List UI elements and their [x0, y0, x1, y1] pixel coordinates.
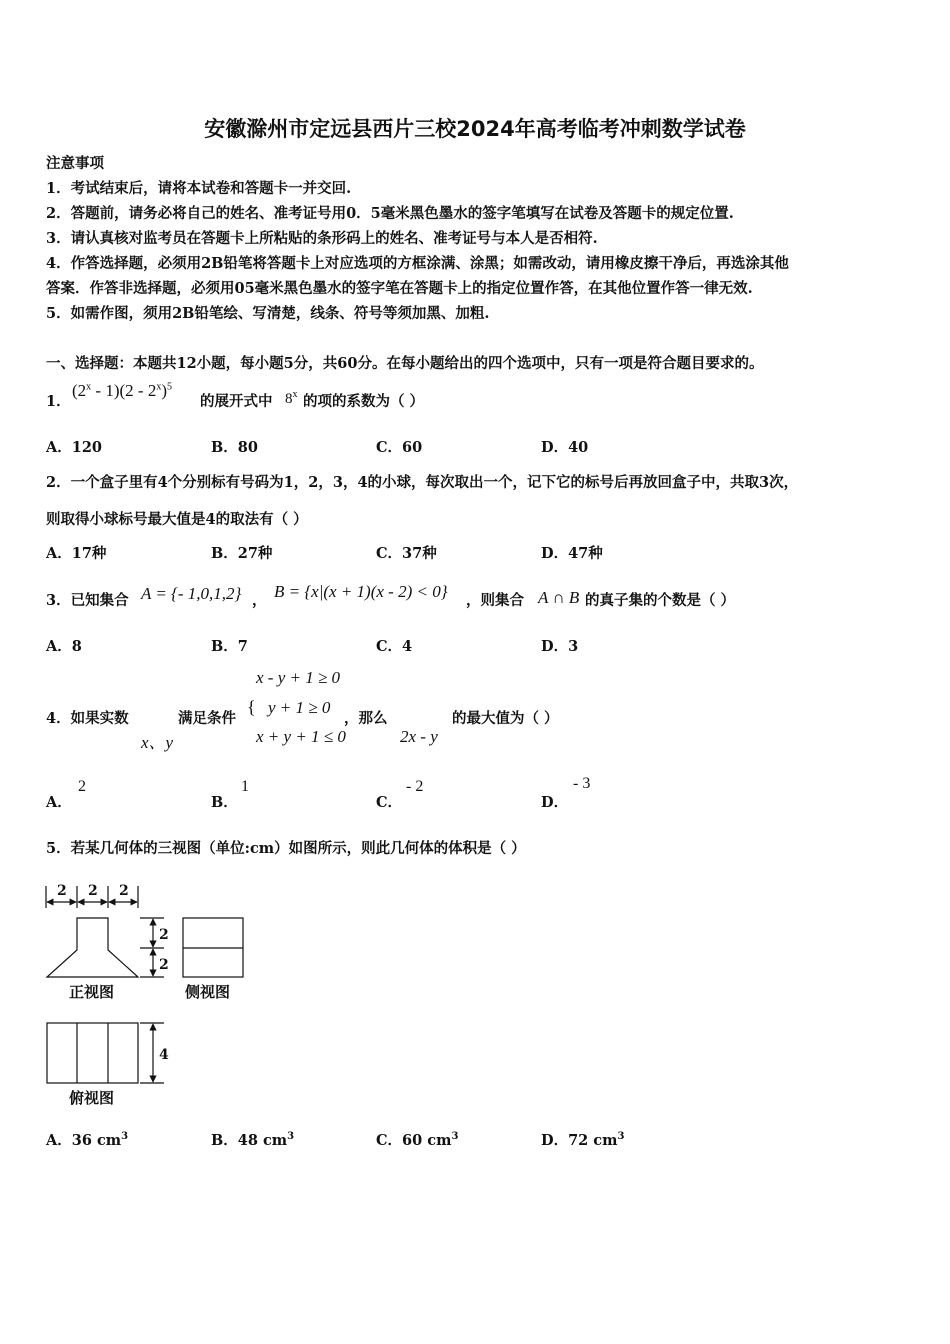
- q3-option-d[interactable]: D．3: [541, 638, 579, 655]
- q1-number: 1．: [46, 393, 71, 410]
- q3-option-b[interactable]: B．7: [211, 638, 248, 655]
- notice-item: 答案．作答非选择题，必须用05毫米黑色墨水的签字笔在答题卡上的指定位置作答，在其他位置作答一律无效.: [46, 280, 753, 297]
- q5-option-a[interactable]: A．36 $cm^3$: [46, 1131, 129, 1149]
- q4-option-a-value: 2: [78, 778, 86, 795]
- q3-set-b: B = {x|(x + 1)(x - 2) < 0}: [274, 582, 448, 601]
- q4-option-b-label[interactable]: B．: [211, 794, 238, 811]
- notice-item: 4．作答选择题，必须用2B铅笔将答题卡上对应选项的方框涂满、涂黑；如需改动，请用橡皮擦干净后，再选涂其他: [46, 255, 789, 272]
- q5-option-d[interactable]: D．72 $cm^3$: [541, 1131, 625, 1149]
- q4-condition-1: x - y + 1 ≥ 0: [256, 668, 341, 687]
- dim-side: 4: [159, 1047, 169, 1063]
- q3-text1: 3．已知集合: [46, 592, 129, 609]
- q5-option-c[interactable]: C．60 $cm^3$: [376, 1131, 459, 1149]
- q1-option-b[interactable]: B．80: [211, 439, 258, 456]
- q2-line1: 2．一个盒子里有4个分别标有号码为1，2，3，4的小球，每次取出一个，记下它的标号后再放回盒子中，共取3次，: [46, 474, 799, 491]
- q4-option-c-label[interactable]: C．: [376, 794, 403, 811]
- label-side-view: 侧视图: [185, 983, 231, 1001]
- notice-item: 2．答题前，请务必将自己的姓名、准考证号用0．5毫米黑色墨水的签字笔填写在试卷及答题卡的规定位置.: [46, 205, 734, 222]
- q3-intersection: A ∩ B: [538, 588, 580, 607]
- q2-line2: 则取得小球标号最大值是4的取法有（ ）: [46, 511, 308, 528]
- q3-set-a: A = {- 1,0,1,2}: [141, 584, 242, 603]
- q1-expression: (2$^x$ - 1)(2 - 2$^x$)$^5$: [72, 381, 172, 400]
- q2-option-a[interactable]: A．17种: [46, 545, 107, 562]
- q3-text3: 的真子集的个数是（ ）: [585, 592, 736, 609]
- label-top-view: 俯视图: [69, 1089, 115, 1107]
- q2-option-d[interactable]: D．47种: [541, 545, 603, 562]
- q2-option-b[interactable]: B．27种: [211, 545, 273, 562]
- q4-option-c-value: - 2: [406, 778, 424, 795]
- dim-top-3: 2: [119, 883, 129, 899]
- q4-option-a-label[interactable]: A．: [46, 794, 72, 811]
- q3-option-c[interactable]: C．4: [376, 638, 413, 655]
- q1-option-a[interactable]: A．120: [46, 439, 103, 456]
- three-view-figure: [40, 878, 260, 1113]
- section-title: 一、选择题：本题共12小题，每小题5分，共60分。在每小题给出的四个选项中，只有一项是符合题目要求的。: [46, 355, 764, 372]
- notice-item: 5．如需作图，须用2B铅笔绘、写清楚，线条、符号等须加黑、加粗.: [46, 305, 490, 322]
- q4-brace: {: [247, 697, 256, 717]
- page-title: 安徽滁州市定远县西片三校2024年高考临考冲刺数学试卷: [204, 117, 746, 141]
- q4-text1: 4．如果实数: [46, 710, 129, 727]
- notice-item: 1．考试结束后，请将本试卷和答题卡一并交回.: [46, 180, 352, 197]
- q4-option-b-value: 1: [241, 778, 249, 795]
- label-front-view: 正视图: [69, 983, 115, 1001]
- q4-target: 2x - y: [400, 727, 438, 746]
- q4-vars: x、y: [141, 733, 174, 752]
- q4-option-d-value: - 3: [573, 775, 591, 792]
- q4-text4: 的最大值为（ ）: [452, 710, 559, 727]
- notice-heading: 注意事项: [46, 155, 104, 172]
- q5-option-b[interactable]: B．48 $cm^3$: [211, 1131, 295, 1149]
- q5-text: 5．若某几何体的三视图（单位:cm）如图所示，则此几何体的体积是（ ）: [46, 840, 526, 857]
- q4-text3: ，那么: [344, 710, 388, 727]
- q1-option-c[interactable]: C．60: [376, 439, 423, 456]
- q2-option-c[interactable]: C．37种: [376, 545, 437, 562]
- notice-item: 3．请认真核对监考员在答题卡上所粘贴的条形码上的姓名、准考证号与本人是否相符.: [46, 230, 598, 247]
- q1-term: 8$^x$: [285, 389, 298, 407]
- q4-condition-3: x + y + 1 ≤ 0: [256, 727, 346, 746]
- q1-option-d[interactable]: D．40: [541, 439, 589, 456]
- q3-option-a[interactable]: A．8: [46, 638, 82, 655]
- dim-right-1: 2: [159, 927, 169, 943]
- q3-text2: ，则集合: [466, 592, 524, 609]
- q3-comma: ，: [252, 592, 267, 609]
- q1-text2: 的项的系数为（ ）: [303, 393, 425, 410]
- dim-top-2: 2: [88, 883, 98, 899]
- dim-right-2: 2: [159, 957, 169, 973]
- q4-condition-2: y + 1 ≥ 0: [268, 698, 331, 717]
- q4-text2: 满足条件: [178, 710, 236, 727]
- dim-top-1: 2: [57, 883, 67, 899]
- q1-text1: 的展开式中: [200, 393, 273, 410]
- q4-option-d-label[interactable]: D．: [541, 794, 569, 811]
